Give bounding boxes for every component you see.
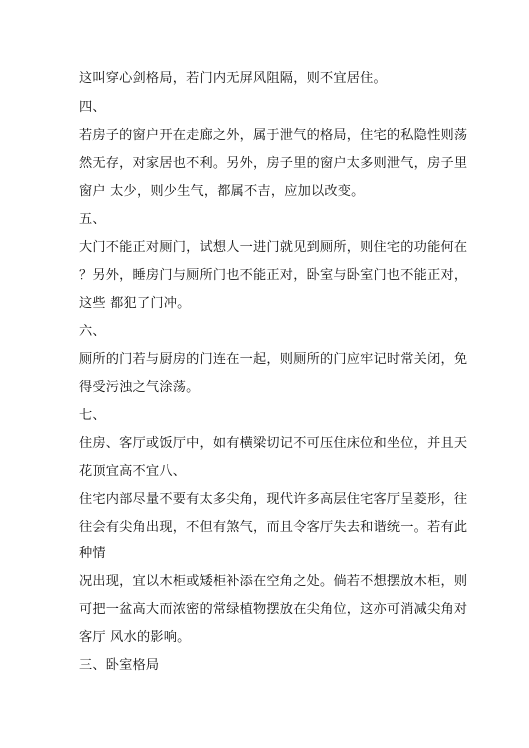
text-line: ？另外，睡房门与厕所门也不能正对，卧室与卧室门也不能正对， [79,268,468,283]
section-heading-4: 四、 [79,100,106,115]
section-heading-7: 七、 [79,408,106,423]
text-line: 种情 [79,546,106,561]
text-line: 况出现，宜以木柜或矮柜补添在空角之处。倘若不想摆放木柜，则 [79,574,468,589]
text-line: 得受污浊之气涂荡。 [79,380,200,395]
text-line: 往会有尖角出现，不但有煞气，而且令客厅失去和谐统一。若有此 [79,520,468,535]
text-line: 若房子的窗户开在走廊之外，属于泄气的格局，住宅的私隐性则荡 [79,128,468,143]
text-line: 这些 都犯了门冲。 [79,296,191,311]
text-line: 花顶宜高不宜八、 [79,464,187,479]
text-line: 这叫穿心剑格局，若门内无屏风阻隔，则不宜居住。 [79,71,387,86]
text-line: 可把一盆高大而浓密的常绿植物摆放在尖角位，这亦可消减尖角对 [79,602,468,617]
text-line: 大门不能正对厕门，试想人一进门就见到厕所，则住宅的功能何在 [79,240,468,255]
text-line: 厕所的门若与厨房的门连在一起，则厕所的门应牢记时常关闭，免 [79,352,468,367]
text-line: 然无存，对家居也不利。另外，房子里的窗户太多则泄气，房子里 [79,156,468,171]
text-line: 住宅内部尽量不要有太多尖角，现代许多高层住宅客厅呈菱形，往 [79,492,468,507]
text-line: 住房、客厅或饭厅中，如有横梁切记不可压住床位和坐位，并且天 [79,436,468,451]
section-heading-bedroom: 三、卧室格局 [79,658,160,673]
text-line: 窗户 太少，则少生气，都属不吉，应加以改变。 [79,184,365,199]
section-heading-5: 五、 [79,212,106,227]
section-heading-6: 六、 [79,324,106,339]
text-line: 客厅 风水的影响。 [79,630,191,645]
